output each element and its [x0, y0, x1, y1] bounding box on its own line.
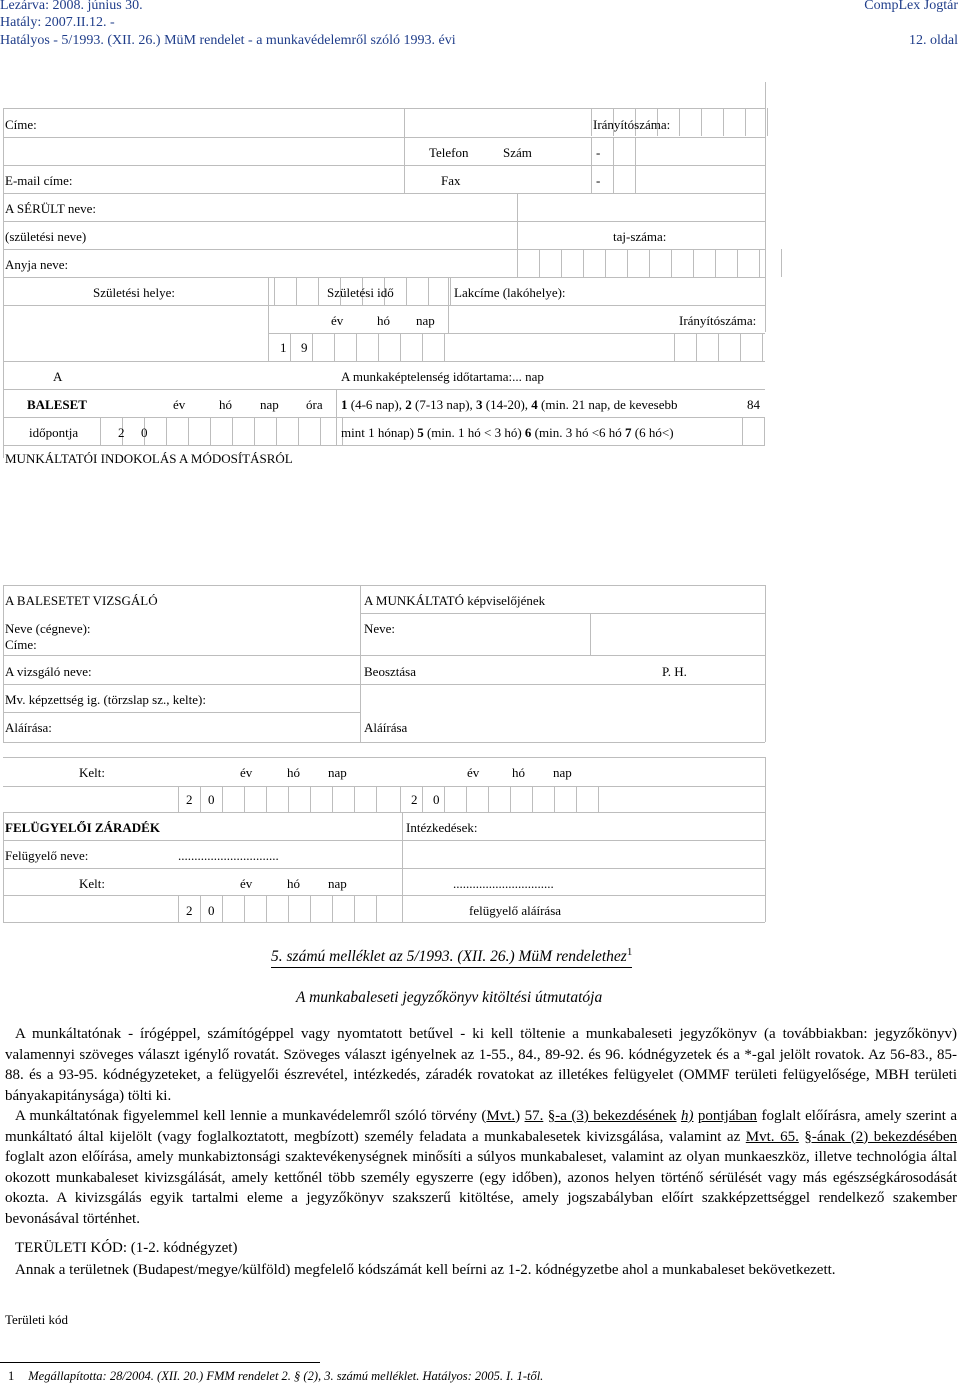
investigator-label: A BALESETET VIZSGÁLÓ — [5, 593, 158, 608]
accident-label: BALESET — [27, 397, 87, 412]
birth-place-label: Születési helye: — [93, 285, 175, 300]
dated-digit-2c: 2 — [186, 903, 193, 918]
fax-label: Fax — [441, 173, 461, 188]
dated-digit-2a: 2 — [186, 792, 193, 807]
acc-year-digit-2: 2 — [118, 425, 125, 440]
employer-justification-label: MUNKÁLTATÓI INDOKOLÁS A MÓDOSÍTÁSRÓL — [5, 451, 293, 466]
dated-digit-0a: 0 — [208, 792, 215, 807]
residence-label: Lakcíme (lakóhelye): — [454, 285, 566, 300]
law-link-57[interactable]: 57. — [524, 1108, 544, 1124]
month-label: hó — [377, 313, 390, 328]
inspector-name-label: Felügyelő neve: — [5, 848, 89, 863]
dated-month-3: hó — [287, 876, 300, 891]
accident-a-label: A — [53, 369, 63, 384]
incapacity-options-2: mint 1 hónap) 5 (min. 1 hó < 3 hó) 6 (min. 3 hó <6 hó 7 (6 hó<) — [341, 425, 674, 440]
zip-label-2: Irányítószáma: — [679, 313, 757, 328]
annex-subtitle: A munkabaleseti jegyzőkönyv kitöltési útmutatója — [296, 989, 603, 1006]
phone-dash: - — [596, 145, 601, 160]
header-page-number: 12. oldal — [909, 33, 958, 48]
year-label: év — [331, 313, 344, 328]
birth-date-label: Születési idő — [327, 285, 394, 300]
annex-title: 5. számú melléklet az 5/1993. (XII. 26.) MüM rendelethez$^1$ — [271, 946, 632, 968]
inspector-clause-label: FELÜGYELŐI ZÁRADÉK — [5, 820, 160, 835]
header-brand: CompLex Jogtár — [864, 0, 958, 13]
dated-label-2: Kelt: — [79, 876, 105, 891]
footnote: 1 Megállapította: 28/2004. (XII. 20.) FMM rendelet 2. § (2), 3. számú melléklet. Hatályos: 2005. I. 1-től. — [8, 1369, 544, 1383]
paragraph-3: Annak a területnek (Budapest/megye/külföld) megfelelő kódszámát kell beírni az 1-2. kódnégyzetbe ahol a munkabaleset bekövetkezett. — [15, 1262, 836, 1278]
acc-hour-label: óra — [306, 397, 323, 412]
header-effect-date: Hatály: 2007.II.12. - — [0, 15, 115, 30]
number-label: Szám — [503, 145, 532, 160]
paragraph-2: A munkáltatónak figyelemmel kell lennie a munkavédelemről szóló törvény (Mvt.) 57. §-a (3) bekezdésének h) pontjában foglalt előírásra, amely szerint a munkáltató által kijelölt (vagy foglalkoztatott, megbízott) személy feladata a munkabalesetek kivizsgálása, valamint az Mvt. 65. §-ának (2) bekezdésében foglalt azon előírása, amely munkabiztonsági szaktevékenységnek minősíti a súlyos munkabaleset, valamint az olyan munkaeszköz, illetve technológia által okozott munkabaleset kivizsgálását, amely kettőnél több személy egyszerre (egy időben), azonos helyen történő sérülését vagy más egészségkárosodását okozta. A kivizsgálás egyik tartalmi eleme a jegyzőkönyv szakszerű kitöltése, amely jogszabályban előírt szakképzettséggel rendelkező szakember bevonásával történhet. — [5, 1108, 958, 1227]
incapacity-options-1: 1 (4-6 nap), 2 (7-13 nap), 3 (14-20), 4 (min. 21 nap, de kevesebb — [341, 397, 678, 412]
fax-dash: - — [596, 173, 601, 188]
law-link-mvt65[interactable]: Mvt. 65. — [745, 1128, 799, 1145]
inspector-signature-label: felügyelő aláírása — [469, 903, 562, 918]
mother-name-label: Anyja neve: — [5, 257, 69, 272]
birth-name-label: (születési neve) — [5, 229, 87, 244]
code-84: 84 — [747, 397, 760, 412]
acc-day-label: nap — [260, 397, 279, 412]
investigator-name-label: A vizsgáló neve: — [5, 664, 92, 679]
acc-year-label: év — [173, 397, 186, 412]
company-name-label: Neve (cégneve): — [5, 621, 91, 636]
signature-label-1: Aláírása: — [5, 720, 52, 735]
zip-label: Irányítószáma: — [593, 117, 671, 132]
dated-label-1: Kelt: — [79, 765, 105, 780]
signature-label-2: Aláírása — [364, 720, 408, 735]
year-digit-1: 1 — [280, 340, 287, 355]
law-link-para2[interactable]: §-ának (2) bekezdésében — [804, 1128, 958, 1145]
address-label: Címe: — [5, 117, 37, 132]
header-closed-date: Lezárva: 2008. június 30. — [0, 0, 143, 13]
territorial-code-heading: TERÜLETI KÓD: (1-2. kódnégyzet) — [15, 1240, 238, 1256]
taj-label: taj-száma: — [613, 229, 667, 244]
position-label: Beosztása — [364, 664, 416, 679]
dated-month-2: hó — [512, 765, 525, 780]
dated-month-1: hó — [287, 765, 300, 780]
employer-rep-label: A MUNKÁLTATÓ képviselőjének — [364, 593, 546, 608]
paragraph-1: A munkáltatónak - írógéppel, számítógéppel vagy nyomtatott betűvel - ki kell töltenie a munkabaleseti jegyzőkönyv (a továbbiakban: jegyzőkönyv) valamennyi szöveges választ igénylő rovatát. Szöveges választ igényelnek az 1-55., 84., 89-92. és 96. kódnégyzetek és a *-gal jelölt rovatok. Az 56-83., 85-88. és a 93-95. kódnégyzeteket, a felügyelői észrevétel, intézkedés, záradék rovatokat az illetékes felügyelet (OMMF területi felügyelősége, MBH területi bányakapitánysága) tölti ki. — [5, 1026, 957, 1104]
dated-year-3: év — [240, 876, 253, 891]
law-link-mvt[interactable]: Mvt. — [486, 1108, 516, 1124]
injured-name-label: A SÉRÜLT neve: — [5, 201, 97, 216]
law-link-point[interactable]: pontjában — [697, 1108, 758, 1124]
footnote-rule — [0, 1362, 320, 1363]
email-label: E-mail címe: — [5, 173, 73, 188]
dated-year-1: év — [240, 765, 253, 780]
measures-label: Intézkedések: — [406, 820, 478, 835]
incapacity-label: A munkaképtelenség időtartama:... nap — [341, 369, 544, 384]
dated-digit-2b: 2 — [411, 792, 418, 807]
qualification-label: Mv. képzettség ig. (törzslap sz., kelte): — [5, 692, 206, 707]
acc-month-label: hó — [219, 397, 232, 412]
law-link-para3[interactable]: §-a (3) bekezdésének — [547, 1108, 677, 1124]
dated-day-1: nap — [328, 765, 347, 780]
header-regulation: Hatályos - 5/1993. (XII. 26.) MüM rendelet - a munkavédelemről szóló 1993. évi — [0, 33, 456, 48]
year-digit-9: 9 — [301, 340, 308, 355]
stamp-label: P. H. — [662, 664, 687, 679]
dated-digit-0b: 0 — [433, 792, 440, 807]
dated-digit-0c: 0 — [208, 903, 215, 918]
territorial-code-label: Területi kód — [5, 1312, 68, 1327]
phone-label: Telefon — [429, 145, 469, 160]
law-link-h[interactable]: h) — [680, 1108, 694, 1124]
dated-year-2: év — [467, 765, 480, 780]
signature-dots: ............................... — [453, 876, 554, 891]
dated-day-2: nap — [553, 765, 572, 780]
rep-name-label: Neve: — [364, 621, 396, 636]
inspector-name-dots: ............................... — [178, 848, 279, 863]
acc-year-digit-0: 0 — [141, 425, 148, 440]
accident-time-label: időpontja — [29, 425, 79, 440]
day-label: nap — [416, 313, 435, 328]
company-address-label: Címe: — [5, 637, 37, 652]
dated-day-3: nap — [328, 876, 347, 891]
